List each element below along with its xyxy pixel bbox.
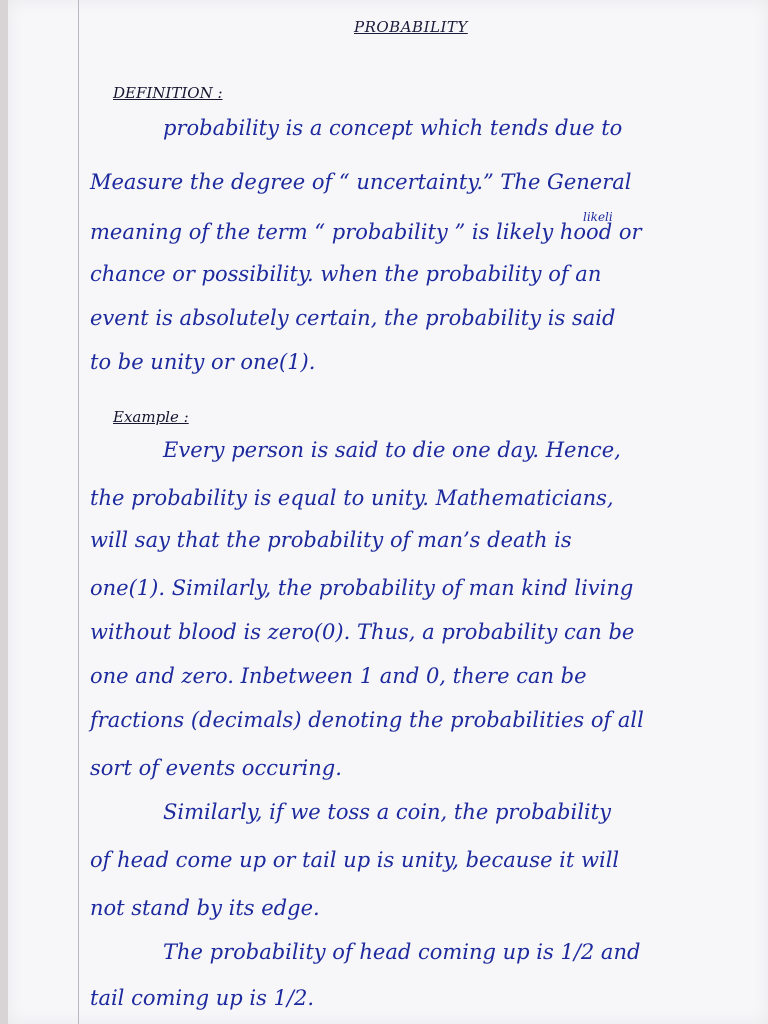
definition-line-2: Measure the degree of “ uncertainty.” The General <box>90 170 632 194</box>
definition-line-6: to be unity or one(1). <box>90 350 316 374</box>
notebook-page <box>8 0 768 1024</box>
example-line-12: The probability of head coming up is 1/2 and <box>163 940 641 964</box>
example-heading: Example : <box>113 408 189 426</box>
margin-line <box>78 0 79 1024</box>
definition-line-5: event is absolutely certain, the probability is said <box>90 306 616 330</box>
inserted-word: likeli <box>583 210 613 224</box>
example-line-6: one and zero. Inbetween 1 and 0, there can be <box>90 664 587 688</box>
example-line-9: Similarly, if we toss a coin, the probability <box>163 800 611 824</box>
example-line-13: tail coming up is 1/2. <box>90 986 315 1010</box>
example-line-8: sort of events occuring. <box>90 756 342 780</box>
definition-line-4: chance or possibility. when the probability of an <box>90 262 602 286</box>
example-line-7: fractions (decimals) denoting the probabilities of all <box>90 708 644 732</box>
definition-heading: DEFINITION : <box>113 84 223 102</box>
example-line-11: not stand by its edge. <box>90 896 320 920</box>
example-line-1: Every person is said to die one day. Hence, <box>163 438 621 462</box>
example-line-3: will say that the probability of man’s death is <box>90 528 572 552</box>
example-line-2: the probability is equal to unity. Mathematicians, <box>90 486 614 510</box>
definition-line-1: probability is a concept which tends due to <box>163 116 623 140</box>
page-title: PROBABILITY <box>354 18 468 36</box>
example-line-4: one(1). Similarly, the probability of man kind living <box>90 576 634 600</box>
example-line-5: without blood is zero(0). Thus, a probability can be <box>90 620 635 644</box>
definition-line-3: meaning of the term “ probability ” is likely hood or <box>90 220 642 244</box>
example-line-10: of head come up or tail up is unity, because it will <box>90 848 620 872</box>
